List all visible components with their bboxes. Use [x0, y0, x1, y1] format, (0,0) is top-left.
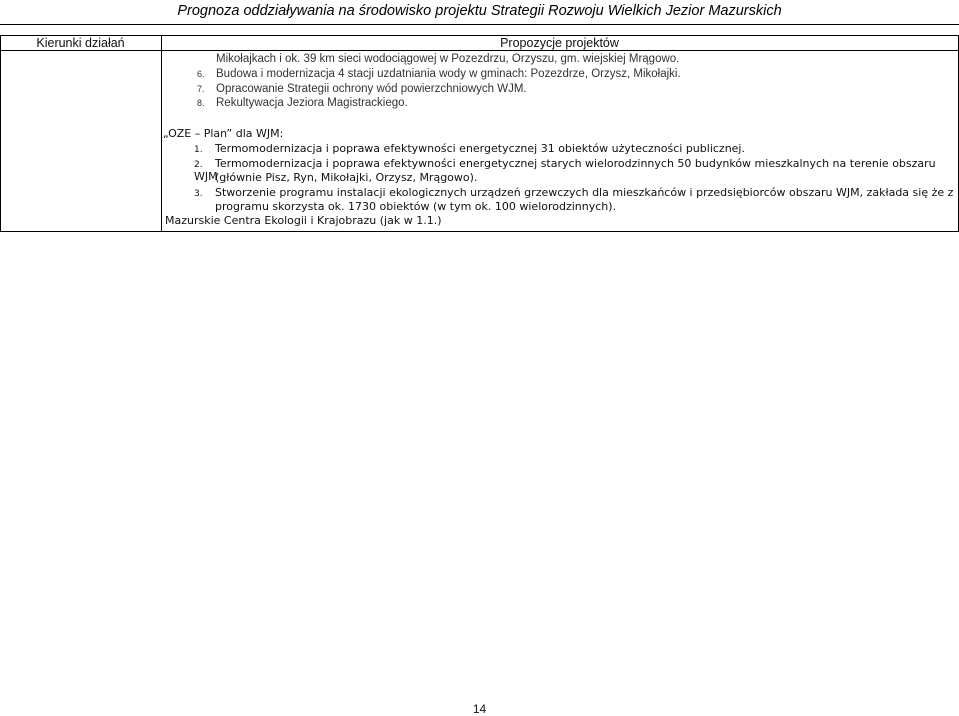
- list-number: 3.: [194, 189, 203, 199]
- list-number: 2.: [194, 160, 203, 170]
- header-directions: Kierunki działań: [36, 36, 125, 50]
- list-item-7: [197, 83, 527, 95]
- list-number: 6.: [197, 69, 205, 79]
- header-divider: [0, 50, 959, 51]
- list-number: 7.: [197, 84, 205, 94]
- oze-item-1: [194, 142, 745, 155]
- list-text: Rekultywacja Jeziora Magistrackiego.: [216, 97, 408, 109]
- oze-item-3: [194, 186, 953, 199]
- list-number: 8.: [197, 98, 205, 108]
- document-title: Prognoza oddziaływania na środowisko projektu Strategii Rozwoju Wielkich Jezior Mazurskich: [177, 3, 782, 19]
- list-item-6: [197, 68, 681, 80]
- page-number: 14: [472, 702, 487, 716]
- oze-item-3-continuation: programu skorzysta ok. 1730 obiektów (w tym ok. 100 wielorodzinnych).: [215, 200, 617, 213]
- oze-item-2-continuation: (głównie Pisz, Ryn, Mikołajki, Orzysz, Mrągowo).: [215, 171, 478, 184]
- list-text: Opracowanie Strategii ochrony wód powierzchniowych WJM.: [216, 83, 527, 95]
- list-text: Termomodernizacja i poprawa efektywności energetycznej 31 obiektów użyteczności publicznej.: [215, 142, 745, 155]
- list-text: Stworzenie programu instalacji ekologicznych urządzeń grzewczych dla mieszkańców i przedsiębiorców obszaru WJM, zakłada się że z: [215, 186, 954, 199]
- title-divider: [0, 24, 959, 25]
- list-number: 1.: [194, 145, 203, 155]
- water-list-continuation: Mikołajkach i ok. 39 km sieci wodociągowej w Pozezdrzu, Orzyszu, gm. wiejskiej Mrągowo.: [216, 53, 680, 65]
- header-project-proposals: Propozycje projektów: [500, 36, 619, 50]
- list-item-8: [197, 97, 408, 109]
- oze-plan-heading: „OZE – Plan” dla WJM:: [163, 127, 284, 140]
- list-text: Budowa i modernizacja 4 stacji uzdatniania wody w gminach: Pozezdrze, Orzysz, Mikołajki.: [216, 68, 681, 80]
- column-divider: [161, 35, 162, 232]
- list-text: Termomodernizacja i poprawa efektywności energetycznej starych wielorodzinnych 50 budynków mieszkalnych na terenie obszaru WJM: [194, 157, 936, 183]
- eco-centres-line: Mazurskie Centra Ekologii i Krajobrazu (jak w 1.1.): [165, 214, 442, 227]
